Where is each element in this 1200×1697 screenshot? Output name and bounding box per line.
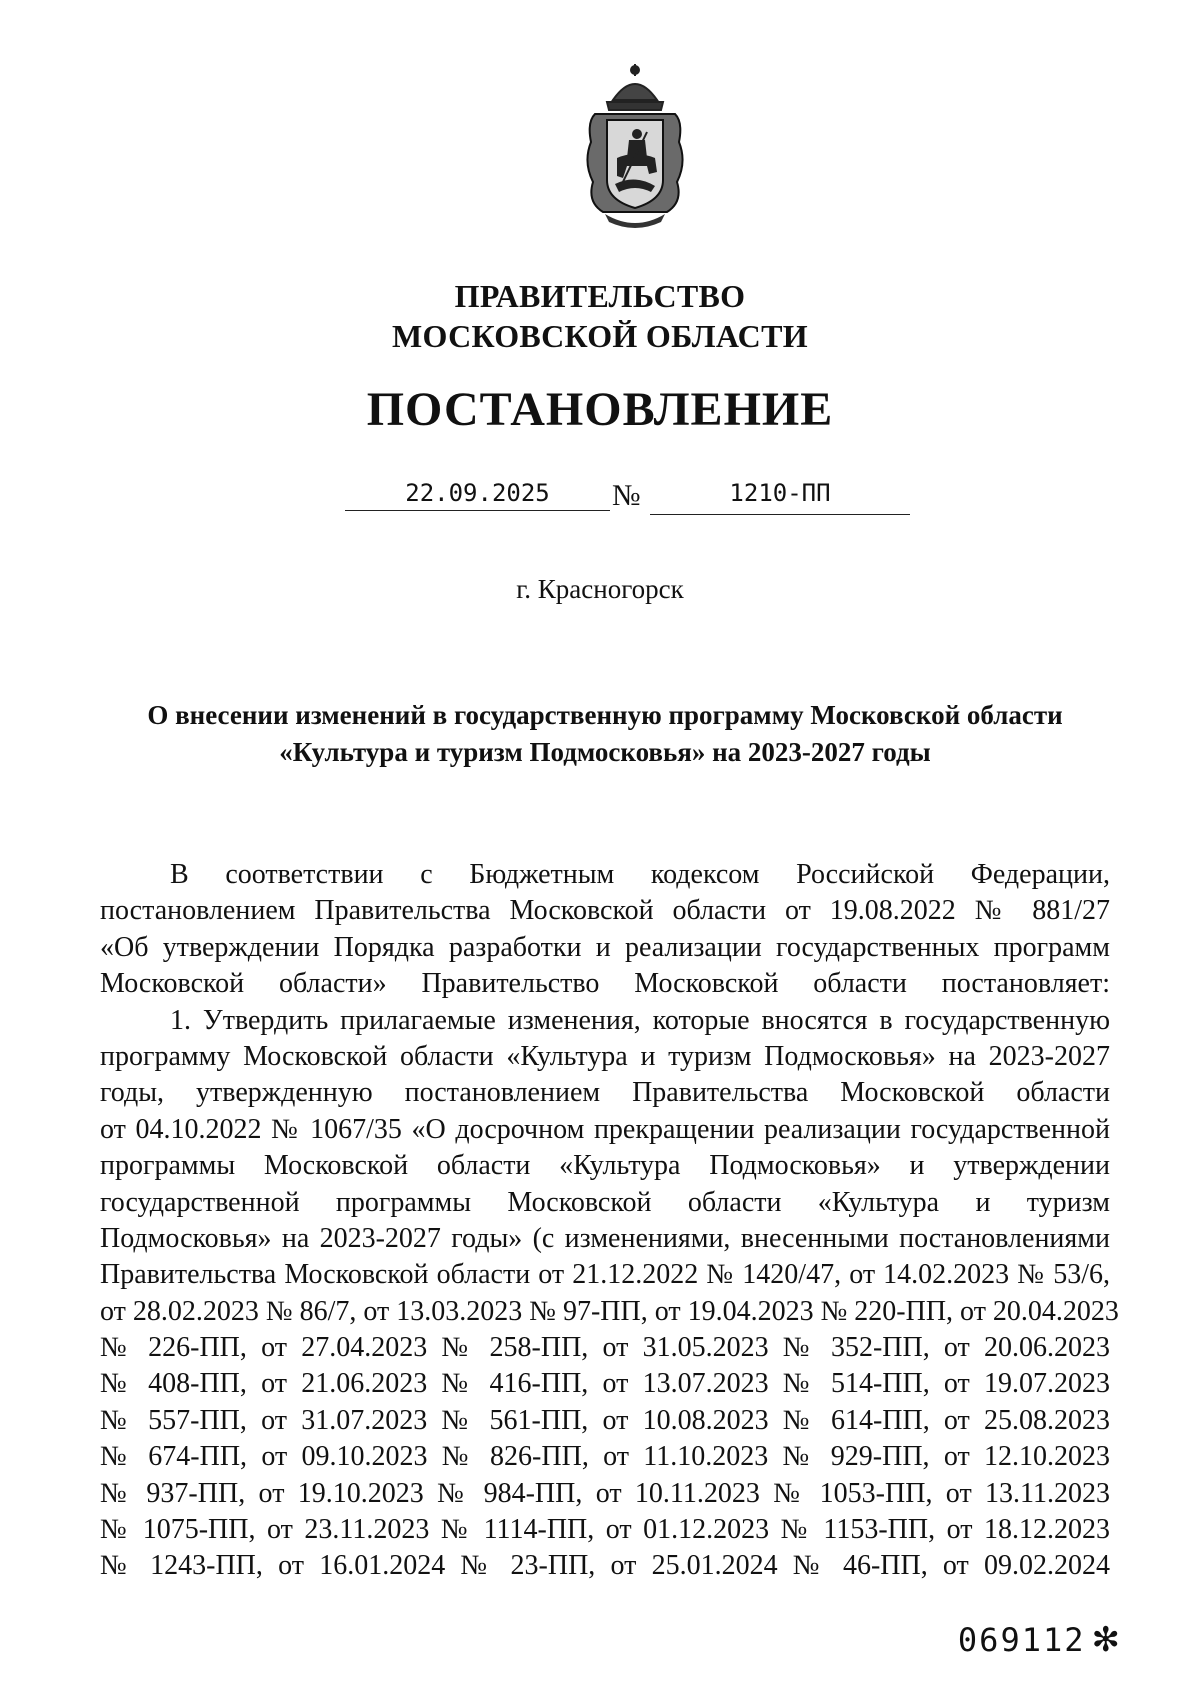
document-serial-stamp <box>958 1620 1122 1660</box>
number-sign: № <box>612 479 641 512</box>
organization-name-line2: МОСКОВСКОЙ ОБЛАСТИ <box>392 318 808 354</box>
number-underline <box>650 514 910 515</box>
body-line: от 28.02.2023 № 86/7, от 13.03.2023 № 97-ПП, от 19.04.2023 № 220-ПП, от 20.04.2023 <box>100 1295 1119 1327</box>
body-line: № 674-ПП, от 09.10.2023 № 826-ПП, от 11.10.2023 № 929-ПП, от 12.10.2023 <box>100 1441 1110 1473</box>
body-line: № 226-ПП, от 27.04.2023 № 258-ПП, от 31.05.2023 № 352-ПП, от 20.06.2023 <box>100 1332 1110 1364</box>
body-line: № 408-ПП, от 21.06.2023 № 416-ПП, от 13.07.2023 № 514-ПП, от 19.07.2023 <box>100 1368 1110 1400</box>
body-line: Правительства Московской области от 21.12.2022 № 1420/47, от 14.02.2023 № 53/6, <box>100 1259 1110 1291</box>
body-line: № 1243-ПП, от 16.01.2024 № 23-ПП, от 25.01.2024 № 46-ПП, от 09.02.2024 <box>100 1550 1110 1582</box>
document-date: 22.09.2025 <box>405 479 550 507</box>
body-line: от 04.10.2022 № 1067/35 «О досрочном прекращении реализации государственной <box>100 1113 1110 1145</box>
document-type-title: ПОСТАНОВЛЕНИЕ <box>366 383 834 436</box>
body-line: № 557-ПП, от 31.07.2023 № 561-ПП, от 10.08.2023 № 614-ПП, от 25.08.2023 <box>100 1404 1110 1436</box>
body-line: Подмосковья» на 2023-2027 годы» (с изменениями, внесенными постановлениями <box>100 1222 1110 1254</box>
body-line: программы Московской области «Культура Подмосковья» и утверждении <box>100 1150 1110 1182</box>
subject-line: «Культура и туризм Подмосковья» на 2023-2027 годы <box>279 737 931 767</box>
body-line: «Об утверждении Порядка разработки и реализации государственных программ <box>100 931 1110 963</box>
stamp-number: 069112 <box>957 1621 1086 1659</box>
coat-of-arms-emblem <box>577 62 693 232</box>
place-of-issue: г. Красногорск <box>516 574 684 604</box>
document-subject <box>100 697 1110 771</box>
body-line: 1. Утвердить прилагаемые изменения, которые вносятся в государственную <box>170 1004 1110 1036</box>
body-line: № 937-ПП, от 19.10.2023 № 984-ПП, от 10.11.2023 № 1053-ПП, от 13.11.2023 <box>100 1477 1110 1509</box>
stamp-star-icon: ✻ <box>1091 1620 1122 1660</box>
subject-line: О внесении изменений в государственную программу Московской области <box>147 700 1063 730</box>
body-line: № 1075-ПП, от 23.11.2023 № 1114-ПП, от 01.12.2023 № 1153-ПП, от 18.12.2023 <box>100 1514 1110 1546</box>
body-line: В соответствии с Бюджетным кодексом Российской Федерации, <box>170 859 1110 890</box>
document-number: 1210-ПП <box>729 479 831 507</box>
document-body <box>100 857 1119 1585</box>
body-line: программу Московской области «Культура и туризм Подмосковья» на 2023-2027 <box>100 1040 1110 1072</box>
body-line: государственной программы Московской области «Культура и туризм <box>100 1186 1110 1218</box>
date-underline <box>345 510 610 511</box>
organization-name-line1: ПРАВИТЕЛЬСТВО <box>454 278 746 314</box>
body-line: Московской области» Правительство Московской области постановляет: <box>100 968 1110 1000</box>
body-line: постановлением Правительства Московской области от 19.08.2022 № 881/27 <box>100 895 1110 927</box>
date-number-line <box>0 478 1200 518</box>
body-line: годы, утвержденную постановлением Правительства Московской области <box>100 1077 1110 1109</box>
